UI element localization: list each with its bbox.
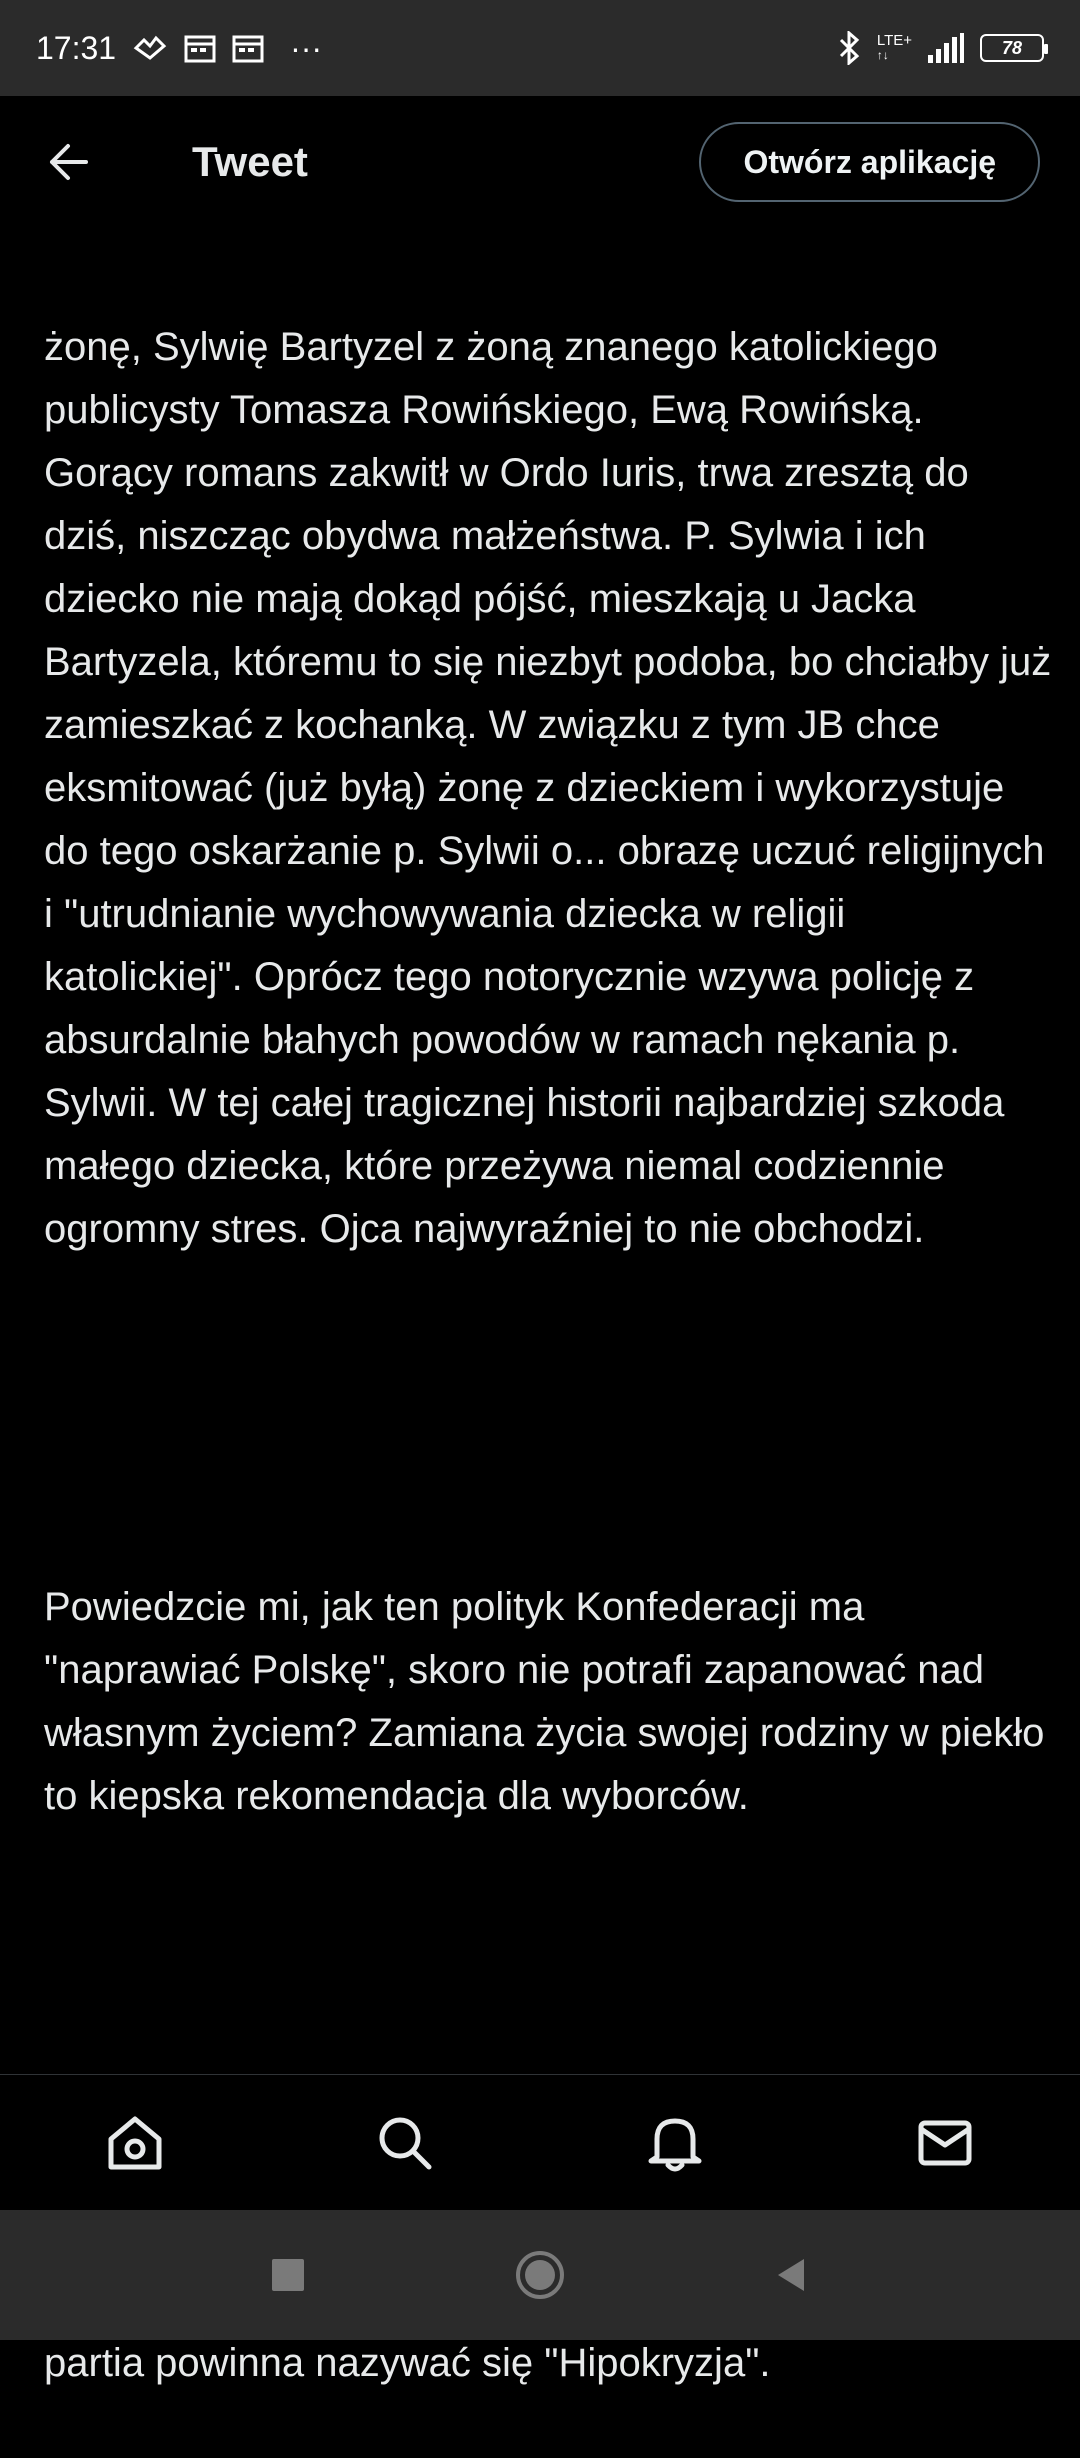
calendar-icon [232, 33, 264, 63]
heartbeat-icon [132, 34, 168, 62]
status-bar [0, 0, 1080, 96]
top-app-bar [0, 96, 1080, 228]
paragraph-spacer [44, 1387, 1054, 1450]
calendar-icon [184, 33, 216, 63]
tweet-paragraph-3: partia powinna nazywać się "Hipokryzja". [44, 2341, 771, 2385]
battery-icon: 78 [980, 34, 1044, 62]
network-type: LTE+ ↑↓ [876, 32, 912, 62]
tweet-paragraph-2: Powiedzcie mi, jak ten polityk Konfederacji ma "naprawiać Polskę", skoro nie potrafi zapanować nad własnym życiem? Zamiana życia swojej rodziny w piekło to kiepska rekomendacja dla wyborców. [44, 1585, 1056, 1818]
paragraph-spacer [44, 1954, 1054, 2017]
back-triangle-icon[interactable] [760, 2243, 824, 2307]
open-app-button[interactable]: Otwórz aplikację [699, 122, 1040, 202]
status-bar-right [837, 31, 1044, 65]
search-icon[interactable] [360, 2098, 450, 2188]
system-navigation-bar [0, 2210, 1080, 2340]
status-time: 17:31 [36, 29, 117, 66]
status-bar-left [36, 30, 322, 67]
signal-icon [928, 33, 964, 63]
bluetooth-icon [837, 31, 861, 65]
home-circle-icon[interactable] [508, 2243, 572, 2307]
messages-icon[interactable] [900, 2098, 990, 2188]
status-overflow: ··· [290, 29, 323, 66]
notifications-icon[interactable] [630, 2098, 720, 2188]
home-icon[interactable] [90, 2098, 180, 2188]
recents-icon[interactable] [256, 2243, 320, 2307]
bottom-navigation [0, 2074, 1080, 2211]
arrow-left-icon[interactable] [36, 130, 100, 194]
tweet-paragraph-1: żonę, Sylwię Bartyzel z żoną znanego katolickiego publicysty Tomasza Rowińskiego, Ewą Rowińską. Gorący romans zakwitł w Ordo Iuris, trwa zresztą do dziś, niszcząc obydwa małżeństwa. P. Sylwia i ich dziecko nie mają dokąd pójść, mieszkają u Jacka Bartyzela, któremu to się niezbyt podoba, bo chciałby już zamieszkać z kochanką. W związku z tym JB chce eksmitować (już byłą) żonę z dzieckiem i wykorzystuje do tego oskarżanie p. Sylwii o... obrazę uczuć religijnych i "utrudnianie wychowywania dziecka w religii katolickiej". Oprócz tego notorycznie wzywa policję z absurdalnie błahych powodów w ramach nękania p. Sylwii. W tej całej tragicznej historii najbardziej szkoda małego dziecka, które przeżywa niemal codziennie ogromny stres. Ojca najwyraźniej to nie obchodzi. [44, 325, 1063, 1251]
page-title: Tweet [192, 138, 308, 185]
